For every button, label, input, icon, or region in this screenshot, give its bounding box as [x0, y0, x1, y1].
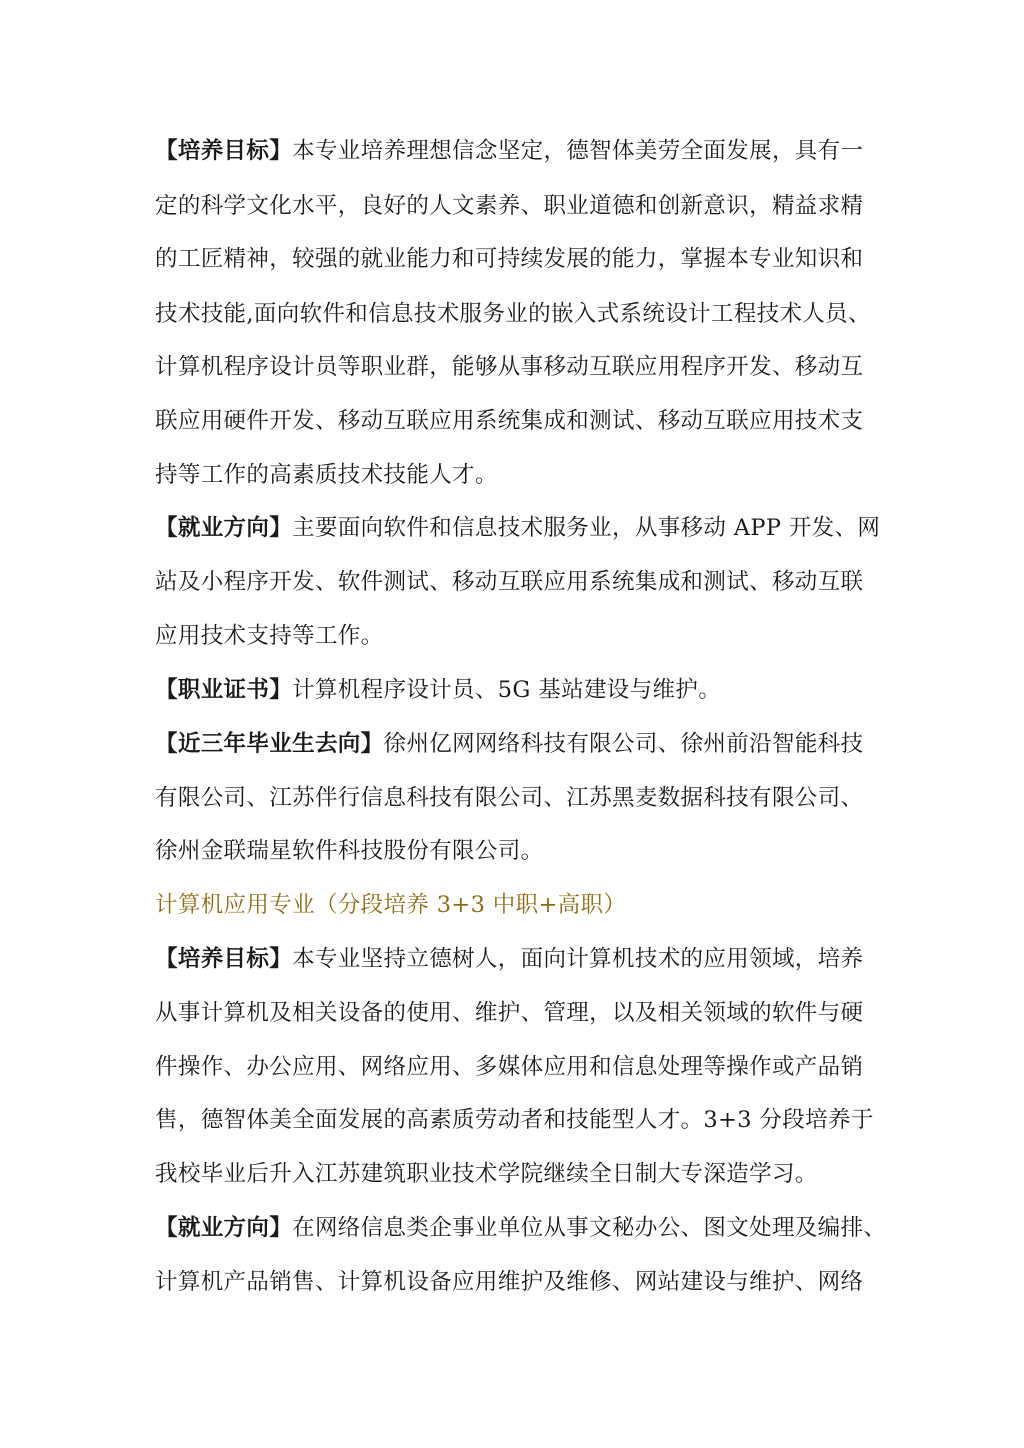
employment-text: 主要面向软件和信息技术服务业，从事移动 APP 开发、网 — [292, 515, 881, 541]
certificate-line — [155, 670, 721, 710]
graduates-tag: 【近三年毕业生去向】 — [155, 731, 384, 757]
goal-line-2: 定的科学文化水平，良好的人文素养、职业道德和创新意识，精益求精 — [155, 193, 864, 219]
certificate-text: 计算机程序设计员、5G 基站建设与维护。 — [292, 677, 722, 703]
employment-tag: 【就业方向】 — [155, 515, 293, 541]
goal-line-1 — [155, 131, 863, 171]
employment2-text: 在网络信息类企事业单位从事文秘办公、图文处理及编排、 — [292, 1215, 887, 1241]
section-heading: 计算机应用专业（分段培养 3+3 中职+高职） — [155, 892, 627, 918]
goal-line-6: 联应用硬件开发、移动互联应用系统集成和测试、移动互联应用技术支 — [155, 408, 864, 434]
graduates-text: 徐州亿网网络科技有限公司、徐州前沿智能科技 — [383, 731, 864, 757]
goal2-text: 本专业坚持立德树人，面向计算机技术的应用领域，培养 — [292, 946, 864, 972]
goal-tag: 【培养目标】 — [155, 138, 293, 164]
employment-line-1 — [155, 508, 880, 548]
goal-line-7: 持等工作的高素质技术技能人才。 — [155, 462, 498, 488]
goal-line-4: 技术技能,面向软件和信息技术服务业的嵌入式系统设计工程技术人员、 — [155, 301, 871, 327]
certificate-tag: 【职业证书】 — [155, 677, 293, 703]
employment-line-3: 应用技术支持等工作。 — [155, 623, 384, 649]
graduates-line-2: 有限公司、江苏伴行信息科技有限公司、江苏黑麦数据科技有限公司、 — [155, 785, 864, 811]
goal2-line-5: 我校毕业后升入江苏建筑职业技术学院继续全日制大专深造学习。 — [155, 1161, 818, 1187]
employment2-line-1 — [155, 1208, 886, 1248]
goal-line-3: 的工匠精神，较强的就业能力和可持续发展的能力，掌握本专业知识和 — [155, 246, 864, 272]
goal2-tag: 【培养目标】 — [155, 946, 293, 972]
employment-line-2: 站及小程序开发、软件测试、移动互联应用系统集成和测试、移动互联 — [155, 569, 864, 595]
goal2-line-3: 件操作、办公应用、网络应用、多媒体应用和信息处理等操作或产品销 — [155, 1054, 864, 1080]
graduates-line-1 — [155, 724, 863, 764]
goal2-line-1 — [155, 939, 863, 979]
goal-line-5: 计算机程序设计员等职业群，能够从事移动互联应用程序开发、移动互 — [155, 354, 864, 380]
graduates-line-3: 徐州金联瑞星软件科技股份有限公司。 — [155, 838, 544, 864]
goal-text: 本专业培养理想信念坚定，德智体美劳全面发展，具有一 — [292, 138, 864, 164]
employment2-line-2: 计算机产品销售、计算机设备应用维护及维修、网站建设与维护、网络 — [155, 1269, 864, 1295]
goal2-line-2: 从事计算机及相关设备的使用、维护、管理，以及相关领域的软件与硬 — [155, 1000, 864, 1026]
goal2-line-4: 售，德智体美全面发展的高素质劳动者和技能型人才。3+3 分段培养于 — [155, 1107, 874, 1133]
employment2-tag: 【就业方向】 — [155, 1215, 293, 1241]
